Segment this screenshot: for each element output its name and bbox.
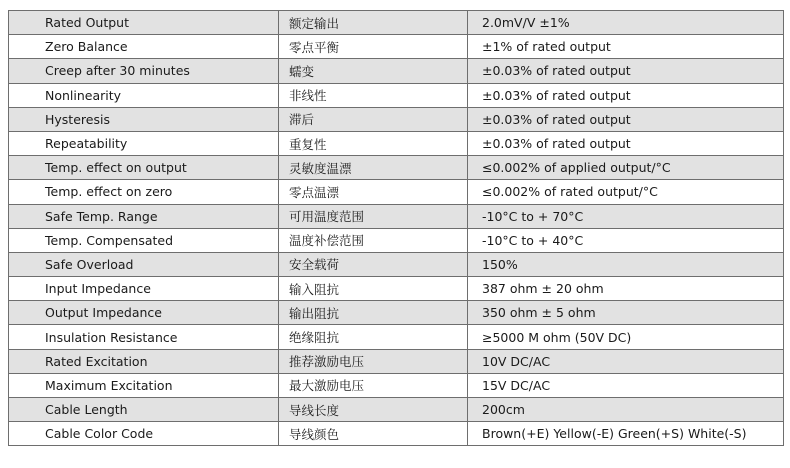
table-row [9, 252, 784, 276]
value-cell: -10°C to + 40°C [468, 228, 784, 252]
chinese-name-cell: 推荐激励电压 [279, 349, 468, 373]
table-row [9, 131, 784, 155]
param-cell: Rated Output [9, 11, 279, 35]
table-row [9, 156, 784, 180]
specification-table-body [9, 11, 784, 446]
value-cell: 350 ohm ± 5 ohm [468, 301, 784, 325]
table-row [9, 349, 784, 373]
param-cell: Output Impedance [9, 301, 279, 325]
table-row [9, 107, 784, 131]
table-row [9, 180, 784, 204]
value-cell: 387 ohm ± 20 ohm [468, 277, 784, 301]
value-cell: Brown(+E) Yellow(-E) Green(+S) White(-S) [468, 422, 784, 446]
param-cell: Cable Length [9, 398, 279, 422]
chinese-name-cell: 导线颜色 [279, 422, 468, 446]
chinese-name-cell: 非线性 [279, 83, 468, 107]
table-row [9, 398, 784, 422]
table-row [9, 301, 784, 325]
chinese-name-cell: 蠕变 [279, 59, 468, 83]
param-cell: Input Impedance [9, 277, 279, 301]
table-row [9, 11, 784, 35]
chinese-name-cell: 重复性 [279, 131, 468, 155]
chinese-name-cell: 导线长度 [279, 398, 468, 422]
value-cell: 150% [468, 252, 784, 276]
table-row [9, 204, 784, 228]
table-row [9, 83, 784, 107]
chinese-name-cell: 灵敏度温漂 [279, 156, 468, 180]
param-cell: Creep after 30 minutes [9, 59, 279, 83]
param-cell: Temp. effect on output [9, 156, 279, 180]
value-cell: ≤0.002% of applied output/°C [468, 156, 784, 180]
value-cell: ±0.03% of rated output [468, 131, 784, 155]
value-cell: 10V DC/AC [468, 349, 784, 373]
param-cell: Repeatability [9, 131, 279, 155]
chinese-name-cell: 安全载荷 [279, 252, 468, 276]
param-cell: Nonlinearity [9, 83, 279, 107]
value-cell: ±0.03% of rated output [468, 59, 784, 83]
value-cell: ±0.03% of rated output [468, 107, 784, 131]
table-row [9, 373, 784, 397]
param-cell: Zero Balance [9, 35, 279, 59]
chinese-name-cell: 滞后 [279, 107, 468, 131]
table-row [9, 277, 784, 301]
value-cell: ≤0.002% of rated output/°C [468, 180, 784, 204]
param-cell: Hysteresis [9, 107, 279, 131]
table-row [9, 59, 784, 83]
table-row [9, 422, 784, 446]
value-cell: ±0.03% of rated output [468, 83, 784, 107]
value-cell: ±1% of rated output [468, 35, 784, 59]
table-row [9, 228, 784, 252]
chinese-name-cell: 可用温度范围 [279, 204, 468, 228]
param-cell: Safe Overload [9, 252, 279, 276]
param-cell: Maximum Excitation [9, 373, 279, 397]
param-cell: Temp. Compensated [9, 228, 279, 252]
value-cell: 2.0mV/V ±1% [468, 11, 784, 35]
value-cell: 15V DC/AC [468, 373, 784, 397]
value-cell: ≥5000 M ohm (50V DC) [468, 325, 784, 349]
param-cell: Temp. effect on zero [9, 180, 279, 204]
chinese-name-cell: 零点温漂 [279, 180, 468, 204]
value-cell: 200cm [468, 398, 784, 422]
chinese-name-cell: 输入阻抗 [279, 277, 468, 301]
chinese-name-cell: 绝缘阻抗 [279, 325, 468, 349]
param-cell: Safe Temp. Range [9, 204, 279, 228]
param-cell: Insulation Resistance [9, 325, 279, 349]
chinese-name-cell: 额定输出 [279, 11, 468, 35]
value-cell: -10°C to + 70°C [468, 204, 784, 228]
chinese-name-cell: 零点平衡 [279, 35, 468, 59]
specification-table [8, 10, 784, 446]
chinese-name-cell: 最大激励电压 [279, 373, 468, 397]
table-row [9, 35, 784, 59]
chinese-name-cell: 温度补偿范围 [279, 228, 468, 252]
param-cell: Cable Color Code [9, 422, 279, 446]
param-cell: Rated Excitation [9, 349, 279, 373]
table-row [9, 325, 784, 349]
chinese-name-cell: 输出阻抗 [279, 301, 468, 325]
